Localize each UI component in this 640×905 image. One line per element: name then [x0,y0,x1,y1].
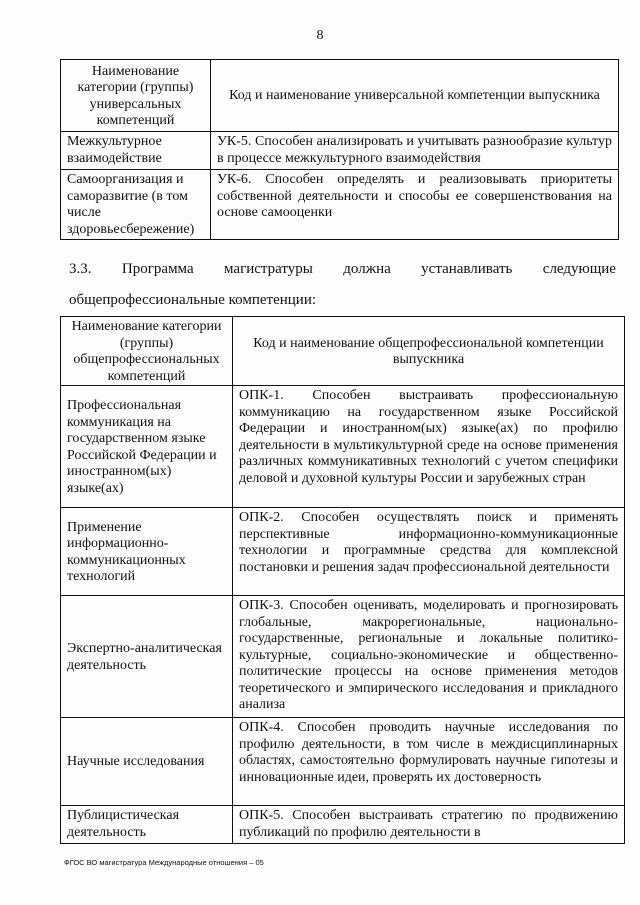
paragraph-word: следующие [542,261,616,277]
table-row [61,170,619,240]
competence-cell: ОПК-4. Способен проводить научные исследования по профилю деятельности, в том числе в междисциплинарных областях, самостоятельно формулировать научные гипотезы и инновационные идеи, проверять их достоверность [233,718,625,806]
competence-cell: УК-5. Способен анализировать и учитывать разнообразие культур в процессе межкультурного взаимодействия [211,132,619,170]
header-code-cell: Код и наименование универсальной компетенции выпускника [211,60,619,132]
competence-cell: УК-6. Способен определять и реализовывать приоритеты собственной деятельности и способы ее совершенствования на основе самооценки [211,170,619,240]
general-professional-competencies-table [60,316,625,844]
paragraph-line-2: общепрофессиональные компетенции: [69,292,317,308]
table-row [61,132,619,170]
competence-cell: ОПК-3. Способен оценивать, моделировать и прогнозировать глобальные, макрорегиональные, национально-государственные, региональные и локальные политико-культурные, социально-экономические и общественно-политические процессы на основе применения методов теоретического и эмпирического исследования и прикладного анализа [233,596,625,718]
category-cell: Самоорганизация и саморазвитие (в том числе здоровьесбережение) [61,170,211,240]
category-cell: Применение информационно-коммуникационных технологий [61,508,233,596]
table-row [61,386,625,508]
category-cell: Профессиональная коммуникация на государственном языке Российской Федерации и иностранном(ых) языке(ах) [61,386,233,508]
page-number: 8 [316,28,324,43]
table-row [61,806,625,844]
paragraph-line-1 [69,261,616,278]
competence-cell: ОПК-5. Способен выстраивать стратегию по продвижению публикаций по профилю деятельности в [233,806,625,844]
category-cell: Экспертно-аналитическая деятельность [61,596,233,718]
table-header-row [61,60,619,132]
header-code-cell: Код и наименование общепрофессиональной компетенции выпускника [233,317,625,386]
table-row [61,596,625,718]
category-cell: Публицистическая деятельность [61,806,233,844]
competence-cell: ОПК-1. Способен выстраивать профессиональную коммуникацию на государственном языке Российской Федерации и иностранном(ых) языке(ах) по профилю деятельности в мультикультурной среде на основе применения различных коммуникативных технологий с учетом специфики деловой и духовной культуры России и зарубежных стран [233,386,625,508]
table-row [61,508,625,596]
table-header-row [61,317,625,386]
competence-cell: ОПК-2. Способен осуществлять поиск и применять перспективные информационно-коммуникационные технологии и программные средства для комплексной постановки и решения задач профессиональной деятельности [233,508,625,596]
universal-competencies-table [60,59,619,240]
header-category-cell: Наименование категории (группы) универсальных компетенций [61,60,211,132]
category-cell: Межкультурное взаимодействие [61,132,211,170]
table-row [61,718,625,806]
paragraph-word: магистратуры [224,261,313,277]
paragraph-word: должна [343,261,391,277]
category-cell: Научные исследования [61,718,233,806]
header-category-cell: Наименование категории (группы) общепрофессиональных компетенций [61,317,233,386]
paragraph-word: устанавливать [421,261,513,277]
paragraph-word: 3.3. [69,261,92,277]
footer-note: ФГОС ВО магистратура Международные отношения – 05 [64,858,264,867]
paragraph-word: Программа [121,261,194,277]
